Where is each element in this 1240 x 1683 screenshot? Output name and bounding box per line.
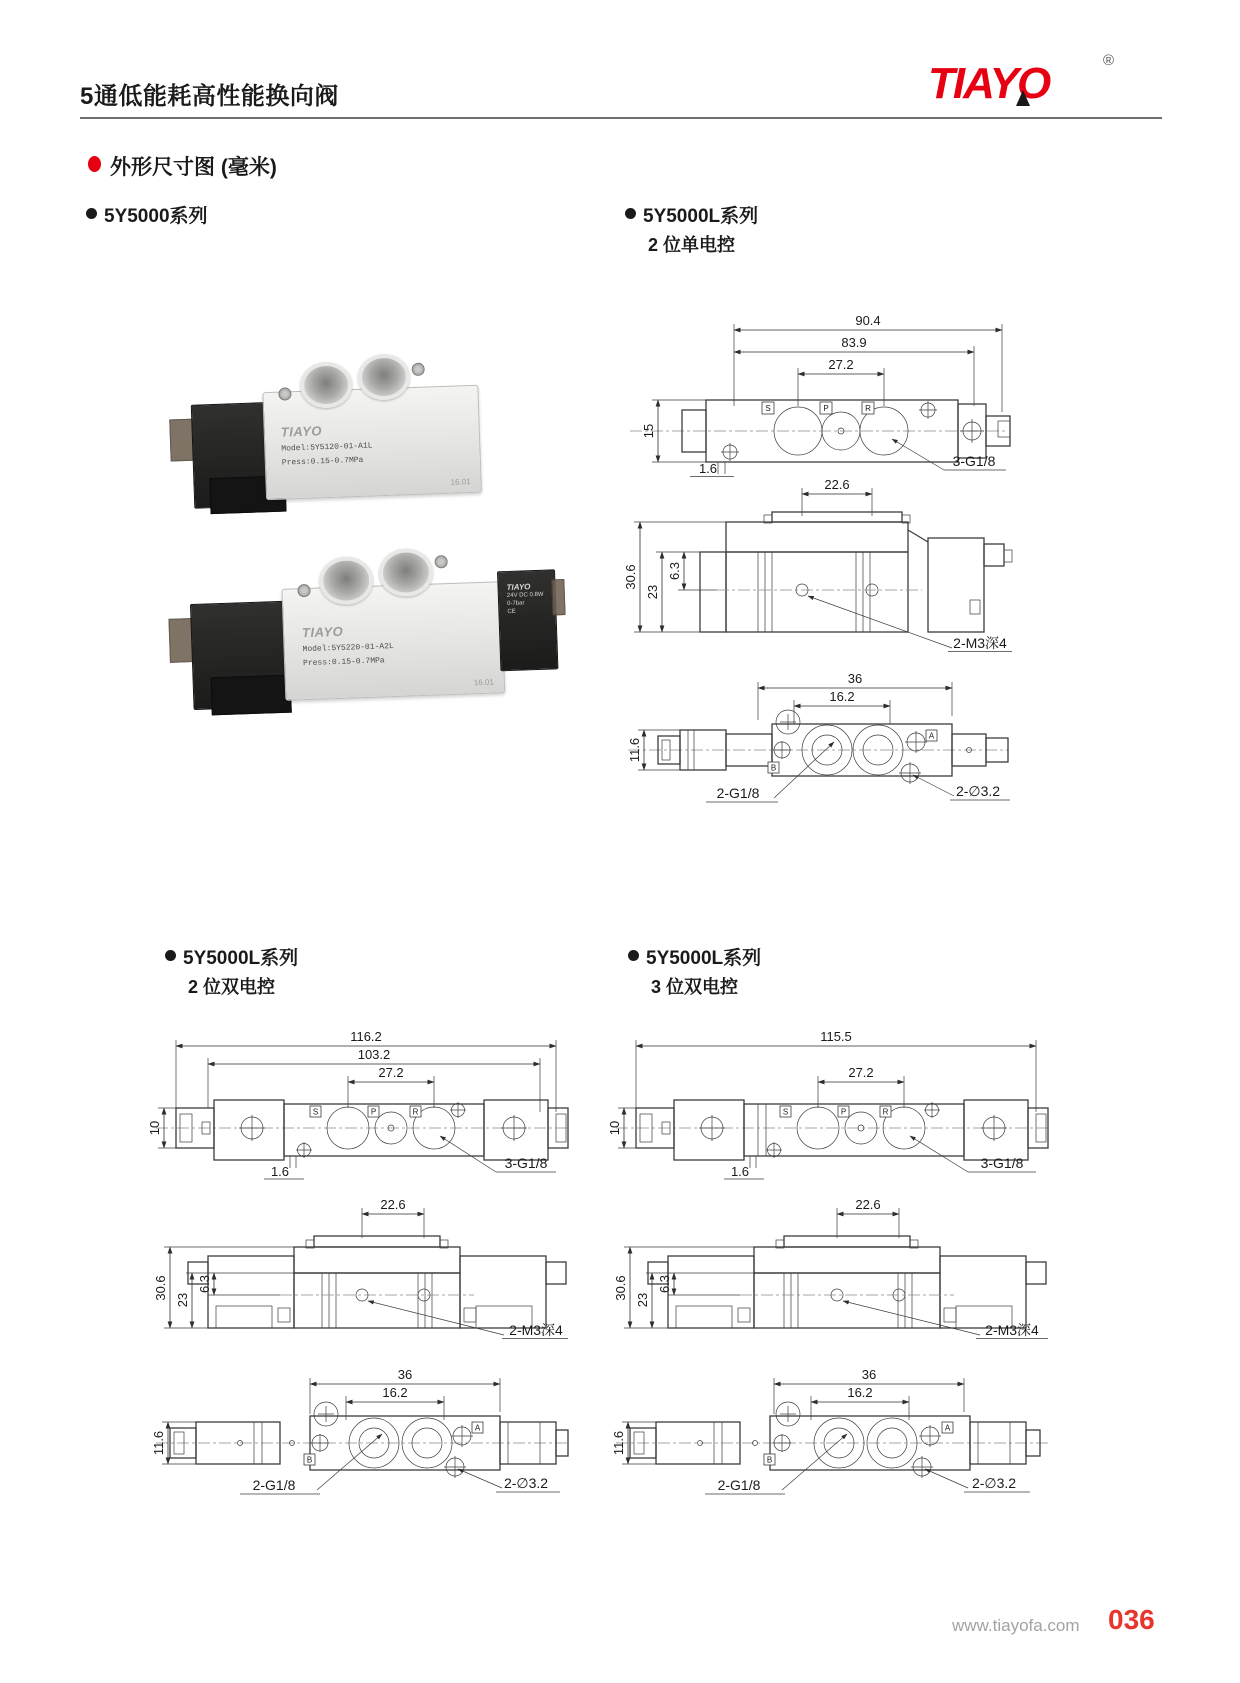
series-double-title: 5Y5000L系列	[183, 948, 299, 969]
port-label: P	[840, 1107, 847, 1117]
thread-label: 3-G1/8	[980, 1155, 1024, 1171]
dim-label: 6.3	[657, 1274, 672, 1294]
dim-label: 22.6	[824, 477, 850, 492]
section-title: 外形尺寸图 (毫米)	[110, 156, 277, 179]
dim-label: 36	[397, 1367, 413, 1382]
valve2-model-print: Model:5Y5220-01-A2L	[302, 642, 394, 655]
valve2-brand-print: TIAYO	[301, 623, 344, 641]
dim-label: 22.6	[380, 1197, 406, 1212]
double-side-view-drawing	[152, 1197, 572, 1345]
port-label: B	[766, 1455, 773, 1465]
bullet-icon	[86, 208, 97, 219]
triple-side-view-drawing	[612, 1197, 1052, 1345]
valve1-model-print: Model:5Y5120-01-A1L	[281, 441, 373, 454]
valve1-body	[262, 385, 482, 500]
port-label: P	[370, 1107, 377, 1117]
dim-label: 103.2	[357, 1047, 391, 1062]
product-photo-valve1	[168, 352, 488, 524]
port-label: S	[782, 1107, 789, 1117]
series-triple-title: 5Y5000L系列	[646, 948, 762, 969]
hole-label: 2-∅3.2	[955, 783, 1001, 799]
port-label: S	[312, 1107, 319, 1117]
dim-label: 11.6	[151, 1430, 166, 1456]
dim-label: 23	[635, 1292, 650, 1308]
dim-label: 16.2	[829, 689, 855, 704]
port-label: R	[412, 1107, 419, 1117]
double-bottom-view-drawing	[151, 1367, 572, 1497]
valve2-coil-spec2: 0-7bar	[507, 600, 525, 608]
port-label: B	[770, 763, 777, 773]
thread-label: 2-G1/8	[717, 1477, 761, 1493]
valve2-coil-spec3: CE	[507, 608, 516, 616]
series-double-subtitle: 2 位双电控	[188, 977, 276, 997]
valve2-coil-spec1: 24V DC 0.8W	[506, 591, 544, 600]
dim-label: 16.2	[382, 1385, 408, 1400]
thread-label: 2-G1/8	[716, 785, 760, 801]
triple-top-view-drawing	[607, 1029, 1052, 1182]
valve2-solenoid-base	[211, 675, 292, 716]
dim-label: 23	[175, 1292, 190, 1308]
dim-label: 6.3	[197, 1274, 212, 1294]
logo-triangle-accent	[1016, 90, 1030, 106]
dim-label: 115.5	[820, 1029, 852, 1044]
thread-label: 3-G1/8	[952, 453, 996, 469]
valve2-right-coil	[497, 569, 558, 671]
dim-label: 10	[147, 1120, 162, 1136]
dim-label: 10	[607, 1120, 622, 1136]
dim-label: 90.4	[855, 313, 881, 328]
section-bullet-icon	[88, 156, 101, 172]
bullet-icon	[165, 950, 176, 961]
dim-label: 30.6	[613, 1275, 628, 1301]
dim-label: 30.6	[623, 564, 638, 590]
port-label: A	[944, 1423, 951, 1433]
hole-label: 2-∅3.2	[503, 1475, 549, 1491]
port-label: R	[882, 1107, 889, 1117]
dim-label: 23	[645, 584, 660, 600]
port-label: A	[474, 1423, 481, 1433]
thread-label: 3-G1/8	[504, 1155, 548, 1171]
header-rule	[80, 117, 1162, 119]
footer-url: www.tiayofa.com	[952, 1616, 1080, 1635]
dim-label: 36	[861, 1367, 877, 1382]
brand-logo-text: TIAYO	[928, 59, 1050, 108]
series-single-subtitle: 2 位单电控	[648, 235, 736, 255]
dim-label: 1.6	[730, 1164, 750, 1179]
dim-label: 22.6	[855, 1197, 881, 1212]
triple-bottom-view-drawing	[611, 1367, 1052, 1497]
dim-label: 36	[847, 671, 863, 686]
valve1-screw	[411, 363, 424, 376]
valve1-press-print: Press:0.15-0.7MPa	[281, 455, 364, 468]
bullet-icon	[625, 208, 636, 219]
valve1-brand-print: TIAYO	[280, 423, 323, 440]
valve2-body	[281, 581, 505, 701]
series-single-title: 5Y5000L系列	[643, 206, 759, 227]
dim-label: 1.6	[270, 1164, 290, 1179]
dim-label: 30.6	[153, 1275, 168, 1301]
valve2-right-tab	[551, 579, 565, 615]
dim-label: 27.2	[828, 357, 854, 372]
product-photo-valve2	[165, 540, 565, 722]
port-label: B	[306, 1455, 313, 1465]
valve2-screw	[434, 555, 447, 568]
double-top-view-drawing	[147, 1029, 572, 1182]
single-bottom-view-drawing	[622, 671, 1012, 806]
port-label: S	[765, 404, 771, 413]
registered-mark: ®	[1102, 52, 1114, 69]
thread-label: 2-M3深4	[985, 1322, 1039, 1338]
valve1-date-print: 16.01	[450, 477, 471, 487]
thread-label: 2-G1/8	[252, 1477, 296, 1493]
page-title: 5通低能耗高性能换向阀	[80, 83, 339, 110]
dim-label: 15	[641, 423, 656, 439]
dim-label: 27.2	[848, 1065, 874, 1080]
port-label: R	[865, 404, 871, 413]
series-triple-subtitle: 3 位双电控	[651, 977, 739, 997]
dim-label: 11.6	[611, 1430, 626, 1456]
valve2-coil-brand: TIAYO	[506, 582, 531, 593]
valve2-date-print: 16.01	[473, 677, 495, 688]
port-label: P	[823, 404, 829, 413]
valve2-press-print: Press:0.15-0.7MPa	[302, 656, 385, 669]
dim-label: 27.2	[378, 1065, 404, 1080]
dim-label: 116.2	[350, 1029, 382, 1044]
dim-label: 1.6	[698, 461, 718, 476]
single-top-view-drawing	[622, 300, 1012, 478]
thread-label: 2-M3深4	[953, 635, 1007, 651]
bullet-icon	[628, 950, 639, 961]
series-5y5000-title: 5Y5000系列	[104, 206, 208, 227]
thread-label: 2-M3深4	[509, 1322, 563, 1338]
footer-page-number: 036	[1108, 1604, 1155, 1635]
port-label: A	[928, 731, 935, 741]
dim-label: 16.2	[847, 1385, 873, 1400]
dim-label: 6.3	[667, 561, 682, 581]
dim-label: 11.6	[627, 737, 642, 763]
hole-label: 2-∅3.2	[971, 1475, 1017, 1491]
single-side-view-drawing	[622, 477, 1012, 660]
brand-logo	[928, 52, 1114, 112]
dim-label: 83.9	[841, 335, 867, 350]
